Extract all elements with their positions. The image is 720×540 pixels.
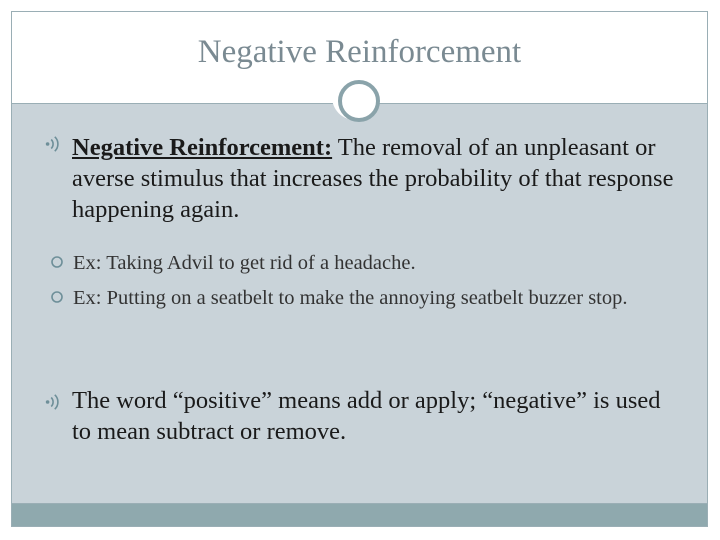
footer-band: [12, 503, 707, 526]
bullet-1-body: The removal of an unpleasant or averse stimulus that increases the probability of that response happening again.: [72, 134, 674, 223]
sub-bullet-1-text: Ex: Taking Advil to get rid of a headache.: [73, 252, 416, 274]
slide: [11, 11, 708, 527]
hollow-circle-icon: [50, 255, 64, 269]
sub-bullet-2-text: Ex: Putting on a seatbelt to make the annoying seatbelt buzzer stop.: [73, 287, 628, 309]
hollow-circle-icon: [50, 290, 64, 304]
bullet-2-text: The word “positive” means add or apply; “negative” is used to mean subtract or remove.: [72, 387, 661, 445]
bullet-1-text: [72, 132, 677, 225]
bullet-1-term: Negative Reinforcement:: [72, 134, 333, 161]
slide-title: Negative Reinforcement: [197, 34, 522, 70]
broadcast-arcs-icon: [44, 393, 62, 411]
ring-icon: [338, 80, 380, 122]
broadcast-arcs-icon: [44, 135, 62, 153]
